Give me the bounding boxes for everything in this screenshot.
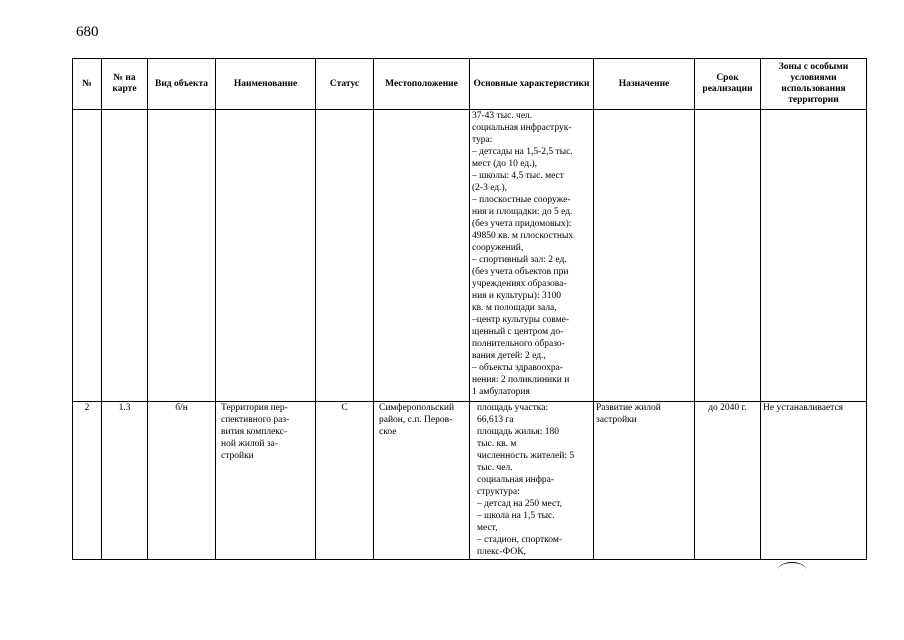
- cell-map-num: 1.3: [102, 402, 148, 560]
- char-line: – объекты здравоохра-: [472, 363, 563, 373]
- cell-type: [148, 110, 216, 402]
- header-status: Статус: [316, 59, 374, 110]
- char-line: 1 амбулатория: [472, 387, 530, 397]
- char-line: – детсад на 250 мест,: [477, 499, 562, 509]
- cell-num: [73, 110, 102, 402]
- char-line: численность жителей: 5: [477, 451, 575, 461]
- cell-num: 2: [73, 402, 102, 560]
- page-number: 680: [76, 24, 99, 40]
- cell-name: Территория пер- спективного раз- вития комплекс- ной жилой за- стройки: [216, 402, 316, 560]
- header-map-num: № на карте: [102, 59, 148, 110]
- char-line: щенный с центром до-: [472, 327, 564, 337]
- header-type: Вид объекта: [148, 59, 216, 110]
- table-row: [73, 110, 867, 402]
- header-purpose: Назначение: [594, 59, 695, 110]
- char-line: сооружений,: [472, 243, 524, 253]
- cell-type: б/н: [148, 402, 216, 560]
- char-line: ния и площадки: до 5 ед.: [472, 207, 573, 217]
- char-line: 49850 кв. м плоскостных: [472, 231, 574, 241]
- header-deadline: Срок реализации: [695, 59, 761, 110]
- cell-map-num: [102, 110, 148, 402]
- cell-purpose: Развитие жилой застройки: [594, 402, 695, 560]
- char-line: площадь жилья: 180: [477, 427, 560, 437]
- planning-table: [72, 58, 867, 560]
- cell-zones: [761, 110, 867, 402]
- cell-characteristics: [470, 402, 594, 560]
- char-line: нения: 2 поликлиники и: [472, 375, 570, 385]
- char-line: – спортивный зал: 2 ед.: [472, 255, 567, 265]
- char-line: (без учета придомовых):: [472, 219, 572, 229]
- cell-name: [216, 110, 316, 402]
- cell-deadline: [695, 110, 761, 402]
- char-line: социальная инфра-: [477, 475, 555, 485]
- char-line: 66,613 га: [477, 415, 514, 425]
- char-line: структура:: [477, 487, 520, 497]
- char-line: – стадион, спортком-: [477, 535, 563, 545]
- header-zones: Зоны с особыми условиями использования территории: [761, 59, 867, 110]
- char-line: (2-3 ед.),: [472, 183, 508, 193]
- cell-characteristics: [470, 110, 594, 402]
- char-line: кв. м полощади зала,: [472, 303, 557, 313]
- char-line: – школы: 4,5 тыс. мест: [472, 171, 564, 181]
- char-line: площадь участка:: [477, 403, 549, 413]
- char-line: вания детей: 2 ед.,: [472, 351, 546, 361]
- char-line: 37-43 тыс. чел.: [472, 111, 533, 121]
- cell-status: [316, 110, 374, 402]
- header-row: [73, 59, 867, 110]
- header-location: Местоположение: [374, 59, 470, 110]
- char-line: – детсады на 1,5-2,5 тыс.: [472, 147, 573, 157]
- char-line: (без учета объектов при: [472, 267, 569, 277]
- char-line: – плоскостные сооруже-: [472, 195, 571, 205]
- char-line: тыс. кв. м: [477, 439, 517, 449]
- char-line: мест (до 10 ед.),: [472, 159, 538, 169]
- char-line: ния и культуры): 3100: [472, 291, 561, 301]
- header-characteristics: Основные характеристики: [470, 59, 594, 110]
- cell-purpose: [594, 110, 695, 402]
- header-name: Наименование: [216, 59, 316, 110]
- char-line: социальная инфраструк-: [472, 123, 572, 133]
- header-num: №: [73, 59, 102, 110]
- char-line: –центр культуры совме-: [472, 315, 570, 325]
- char-line: тура:: [472, 135, 493, 145]
- char-line: – школа на 1,5 тыс.: [477, 511, 555, 521]
- char-line: плекс-ФОК,: [477, 547, 526, 557]
- table-row: [73, 402, 867, 560]
- cell-zones: Не устанавливается: [761, 402, 867, 560]
- stamp-arc-mark: [778, 562, 806, 577]
- char-line: полнительного образо-: [472, 339, 565, 349]
- char-line: мест,: [477, 523, 498, 533]
- cell-location: [374, 110, 470, 402]
- cell-status: С: [316, 402, 374, 560]
- char-line: тыс. чел.: [477, 463, 513, 473]
- cell-location: Симферопольский район, с.п. Перов- ское: [374, 402, 470, 560]
- cell-deadline: до 2040 г.: [695, 402, 761, 560]
- char-line: учреждениях образова-: [472, 279, 567, 289]
